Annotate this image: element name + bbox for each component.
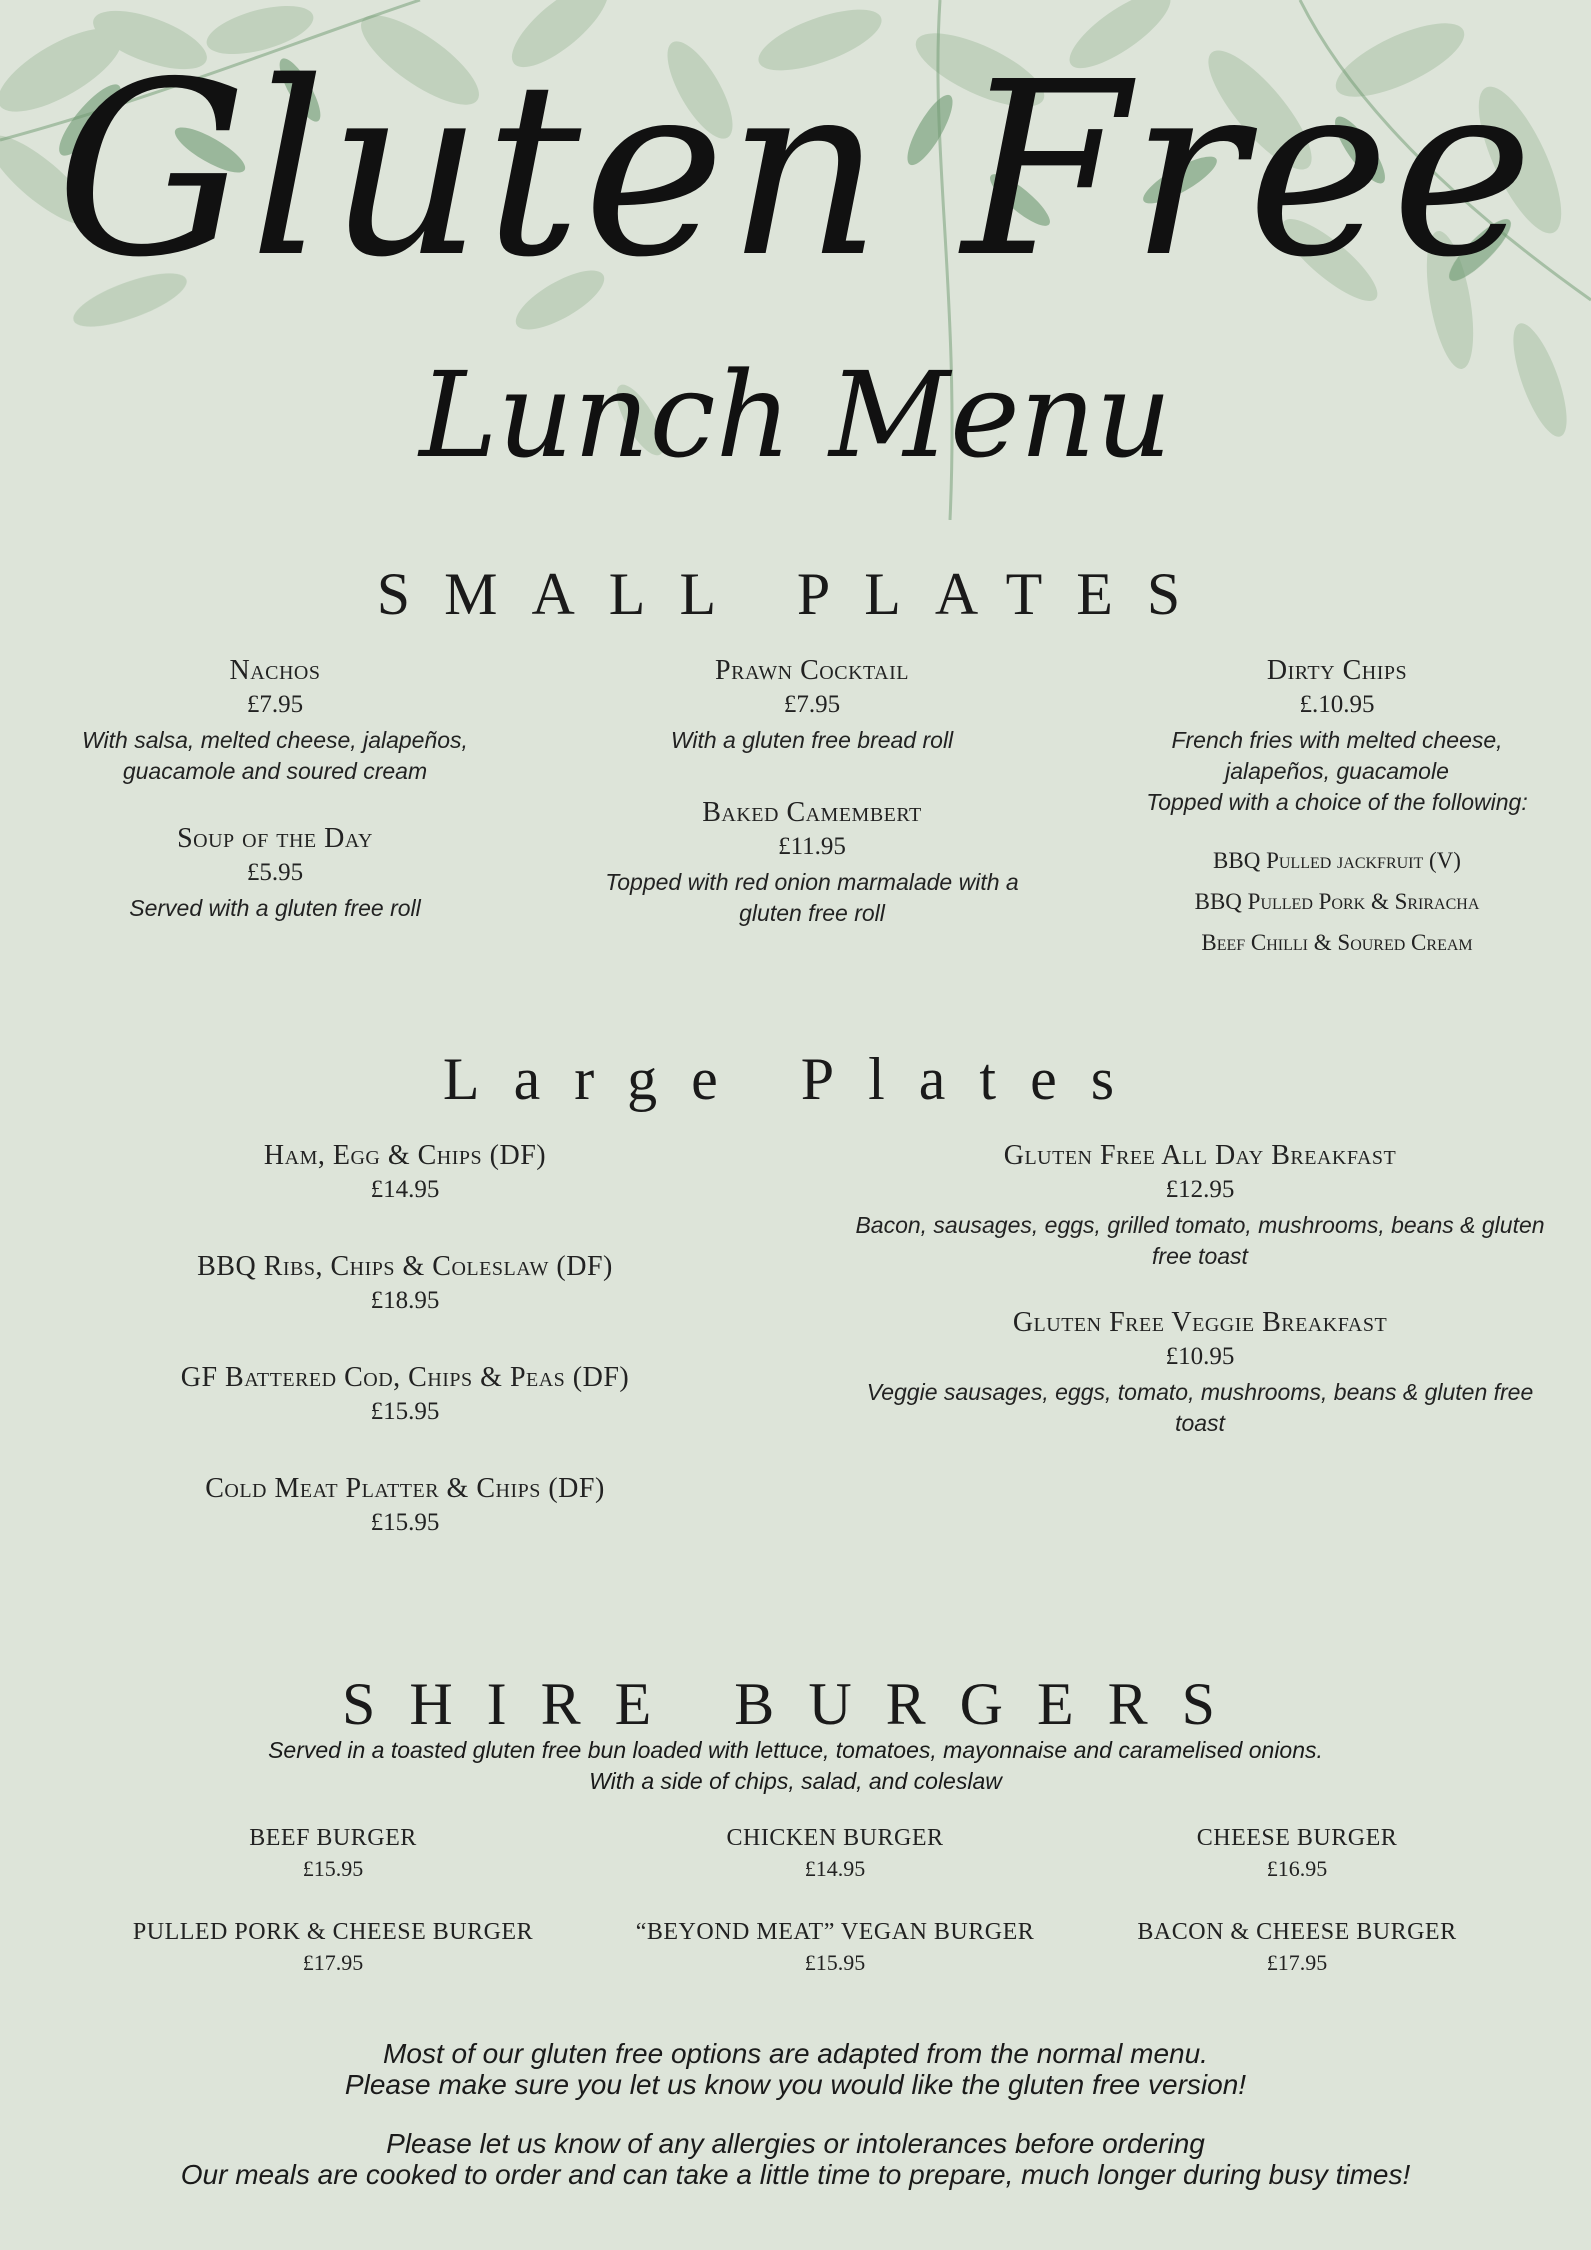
item-price: £18.95 — [370, 1287, 440, 1314]
item-price: £15.95 — [302, 1856, 364, 1881]
item-name: Gluten Free All Day Breakfast — [1003, 1140, 1397, 1171]
topping-option: Beef Chilli & Soured Cream — [1201, 930, 1473, 955]
burgers-intro — [0, 1735, 1591, 1797]
topping-option: BBQ Pulled Pork & Sriracha — [1194, 889, 1480, 914]
item-name: “BEYOND MEAT” VEGAN BURGER — [635, 1919, 1035, 1945]
item-price: £11.95 — [778, 833, 846, 860]
footer-line: Our meals are cooked to order and can take a little time to prepare, much longer during busy times! — [180, 2159, 1411, 2190]
item-desc: With a gluten free bread roll — [670, 727, 954, 753]
small-plates-heading: SMALL PLATES — [376, 561, 1215, 627]
item-desc: Bacon, sausages, eggs, grilled tomato, mushrooms, beans & gluten free toast — [855, 1212, 1545, 1269]
item-name: BACON & CHEESE BURGER — [1137, 1919, 1457, 1945]
item-desc: Veggie sausages, eggs, tomato, mushrooms, beans & gluten free toast — [866, 1379, 1534, 1436]
burger-item — [108, 1919, 558, 1976]
item-price: £15.95 — [370, 1398, 440, 1425]
item-name: Ham, Egg & Chips (DF) — [263, 1140, 547, 1171]
item-desc-extra: Topped with a choice of the following: — [1146, 789, 1528, 815]
item-price: £14.95 — [804, 1856, 866, 1881]
item-price: £17.95 — [1266, 1950, 1328, 1975]
item-price: £14.95 — [370, 1176, 440, 1203]
burger-item — [610, 1919, 1060, 1976]
item-name: PULLED PORK & CHEESE BURGER — [132, 1919, 534, 1945]
footer-line: Please make sure you let us know you would like the gluten free version! — [344, 2069, 1247, 2100]
menu-item — [592, 797, 1032, 929]
footer-line: Please let us know of any allergies or intolerances before ordering — [386, 2128, 1205, 2159]
item-price: £17.95 — [302, 1950, 364, 1975]
item-name: CHICKEN BURGER — [726, 1825, 944, 1851]
menu-item — [105, 1362, 705, 1426]
burger-item — [1072, 1919, 1522, 1976]
menu-item — [45, 823, 505, 924]
menu-item — [1097, 655, 1577, 818]
burger-item — [1097, 1825, 1497, 1882]
burgers-intro-line: With a side of chips, salad, and coleslaw — [589, 1768, 1002, 1794]
menu-subtitle: Lunch Menu — [419, 346, 1172, 484]
item-name: Prawn Cocktail — [715, 655, 909, 686]
item-name: BBQ Ribs, Chips & Coleslaw (DF) — [197, 1251, 613, 1282]
burger-item — [133, 1825, 533, 1882]
menu-item — [845, 1140, 1555, 1272]
item-desc: Topped with red onion marmalade with a gluten free roll — [605, 869, 1019, 926]
item-desc: With salsa, melted cheese, jalapeños, guacamole and soured cream — [82, 727, 468, 784]
footer-line: Most of our gluten free options are adapted from the normal menu. — [383, 2038, 1208, 2069]
item-price: £10.95 — [1165, 1343, 1235, 1370]
item-price: £15.95 — [804, 1950, 866, 1975]
item-name: Gluten Free Veggie Breakfast — [1012, 1307, 1388, 1338]
item-name: GF Battered Cod, Chips & Peas (DF) — [180, 1362, 630, 1393]
menu-item — [105, 1251, 705, 1315]
menu-item — [845, 1307, 1555, 1439]
item-price: £.10.95 — [1299, 691, 1375, 718]
item-desc: Served with a gluten free roll — [129, 895, 421, 921]
footer-note-allergy — [0, 2128, 1591, 2190]
item-price: £12.95 — [1165, 1176, 1235, 1203]
burgers-intro-line: Served in a toasted gluten free bun loaded with lettuce, tomatoes, mayonnaise and caramelised onions. — [268, 1737, 1323, 1763]
item-price: £15.95 — [370, 1509, 440, 1536]
menu-item — [105, 1473, 705, 1537]
item-name: CHEESE BURGER — [1196, 1825, 1398, 1851]
topping-option: BBQ Pulled jackfruit (V) — [1213, 848, 1461, 873]
footer-note-gluten — [0, 2038, 1591, 2100]
item-name: Nachos — [229, 655, 321, 686]
item-price: £7.95 — [246, 691, 304, 718]
burger-item — [635, 1825, 1035, 1882]
item-name: Cold Meat Platter & Chips (DF) — [205, 1473, 605, 1504]
menu-item — [45, 655, 505, 787]
item-price: £7.95 — [783, 691, 841, 718]
item-name: Dirty Chips — [1266, 655, 1408, 686]
item-name: Baked Camembert — [702, 797, 922, 828]
menu-item — [582, 655, 1042, 756]
large-plates-heading: Large Plates — [442, 1046, 1149, 1112]
menu-item — [105, 1140, 705, 1204]
item-name: Soup of the Day — [177, 823, 373, 854]
item-desc: French fries with melted cheese, jalapeños, guacamole — [1171, 727, 1503, 784]
item-price: £5.95 — [246, 859, 304, 886]
item-name: BEEF BURGER — [249, 1825, 417, 1851]
item-price: £16.95 — [1266, 1856, 1328, 1881]
burgers-heading: SHIRE BURGERS — [341, 1671, 1250, 1737]
menu-title: Gluten Free — [55, 30, 1536, 310]
